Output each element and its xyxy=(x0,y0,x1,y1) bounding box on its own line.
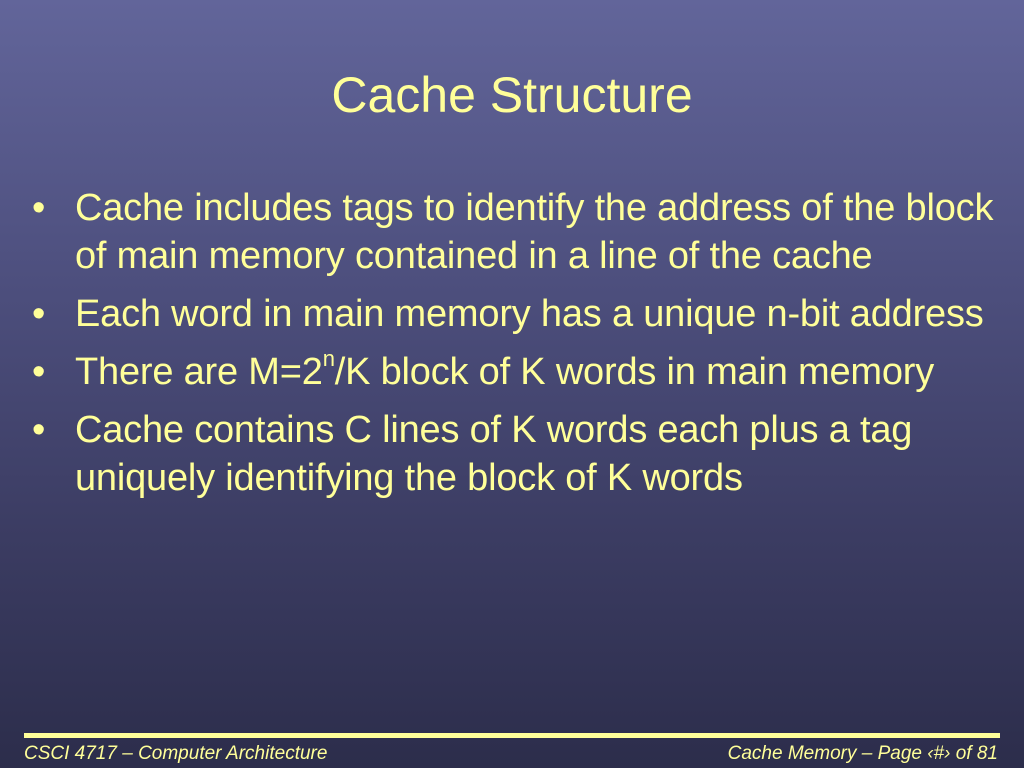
footer-page-info: Cache Memory – Page ‹#› of 81 xyxy=(727,743,998,764)
bullet-text-part: /K block of K words in main memory xyxy=(334,351,935,393)
bullet-text: Cache contains C lines of K words each plus a tag uniquely identifying the block of K words xyxy=(75,409,913,499)
superscript-exponent: n xyxy=(322,346,335,372)
bullet-list xyxy=(28,184,1018,512)
bullet-item xyxy=(28,348,1018,396)
bullet-text: Each word in main memory has a unique n-bit address xyxy=(75,293,984,335)
bullet-text: Cache includes tags to identify the address of the block of main memory contained in a line of the cache xyxy=(75,187,994,277)
footer-course-title: CSCI 4717 – Computer Architecture xyxy=(24,743,328,764)
slide-title: Cache Structure xyxy=(331,67,693,123)
bullet-text xyxy=(75,348,1018,396)
bullet-item xyxy=(28,184,1018,280)
bullet-icon: • xyxy=(32,351,46,393)
bullet-icon: • xyxy=(32,409,46,451)
bullet-text-part: There are M=2 xyxy=(75,351,323,393)
footer-divider xyxy=(24,733,1000,738)
bullet-icon: • xyxy=(32,187,46,229)
bullet-icon: • xyxy=(32,293,46,335)
bullet-item xyxy=(28,406,1018,502)
bullet-item xyxy=(28,290,1018,338)
